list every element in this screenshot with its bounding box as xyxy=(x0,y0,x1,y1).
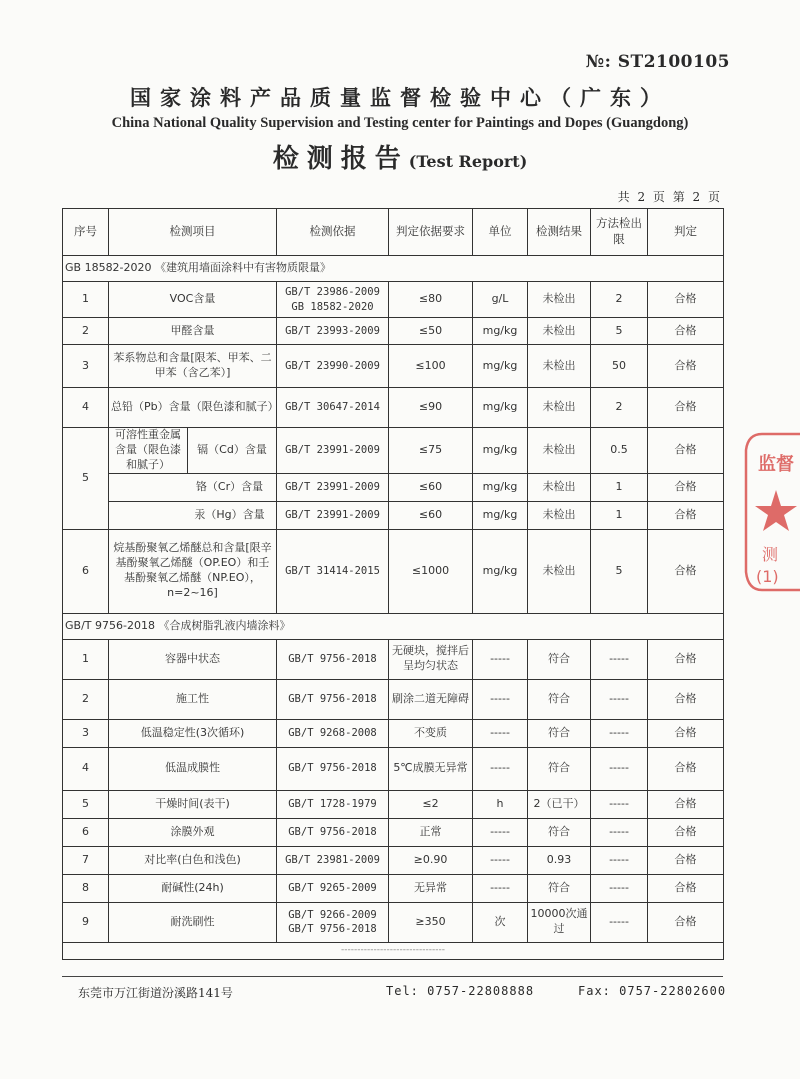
seal-star-icon xyxy=(755,490,797,531)
cell-item: 甲醛含量 xyxy=(109,318,277,345)
cell-result: 2（已干） xyxy=(528,790,591,818)
cell-unit: ----- xyxy=(473,719,528,747)
cell-item: 容器中状态 xyxy=(109,639,277,679)
cell-subitem: 铬（Cr）含量 xyxy=(109,473,277,501)
header-result: 检测结果 xyxy=(528,209,591,256)
cell-item: 干燥时间(表干) xyxy=(109,790,277,818)
table-row xyxy=(63,846,724,874)
cell-requirement: 刷涂二道无障碍 xyxy=(389,679,473,719)
table-trailer-row xyxy=(63,942,724,959)
test-results-table xyxy=(62,208,724,960)
cell-result: 未检出 xyxy=(528,428,591,474)
header-requirement: 判定依据要求 xyxy=(389,209,473,256)
cell-no: 7 xyxy=(63,846,109,874)
cell-unit: mg/kg xyxy=(473,388,528,428)
cell-unit: h xyxy=(473,790,528,818)
cell-judgement: 合格 xyxy=(648,318,724,345)
cell-basis: GB/T 9268-2008 xyxy=(277,719,389,747)
cell-requirement: ≤1000 xyxy=(389,529,473,613)
header-judgement: 判定 xyxy=(648,209,724,256)
cell-no: 4 xyxy=(63,388,109,428)
cell-no: 5 xyxy=(63,428,109,530)
cell-result: 未检出 xyxy=(528,282,591,318)
cell-limit: ----- xyxy=(591,639,648,679)
section-title: GB/T 9756-2018 《合成树脂乳液内墙涂料》 xyxy=(63,613,724,639)
table-row xyxy=(63,719,724,747)
cell-item: 对比率(白色和浅色) xyxy=(109,846,277,874)
cell-judgement: 合格 xyxy=(648,818,724,846)
table-row xyxy=(63,473,724,501)
cell-result: 未检出 xyxy=(528,318,591,345)
cell-basis: GB/T 9756-2018 xyxy=(277,818,389,846)
cell-basis: GB/T 23991-2009 xyxy=(277,428,389,474)
cell-basis: GB/T 23993-2009 xyxy=(277,318,389,345)
cell-unit: ----- xyxy=(473,818,528,846)
cell-requirement: ≤80 xyxy=(389,282,473,318)
cell-unit: ----- xyxy=(473,679,528,719)
cell-basis: GB/T 9756-2018 xyxy=(277,679,389,719)
header-unit: 单位 xyxy=(473,209,528,256)
cell-judgement: 合格 xyxy=(648,902,724,942)
cell-limit: 1 xyxy=(591,501,648,529)
cell-no: 1 xyxy=(63,639,109,679)
cell-no: 1 xyxy=(63,282,109,318)
cell-unit: ----- xyxy=(473,639,528,679)
cell-judgement: 合格 xyxy=(648,719,724,747)
table-row xyxy=(63,501,724,529)
cell-judgement: 合格 xyxy=(648,345,724,388)
cell-limit: 2 xyxy=(591,388,648,428)
cell-item: 涂膜外观 xyxy=(109,818,277,846)
cell-limit: 50 xyxy=(591,345,648,388)
table-row xyxy=(63,747,724,790)
cell-requirement: ≥350 xyxy=(389,902,473,942)
cell-no: 6 xyxy=(63,529,109,613)
footer-fax: Fax: 0757-22802600 xyxy=(578,984,727,998)
cell-unit: ----- xyxy=(473,846,528,874)
cell-no: 3 xyxy=(63,719,109,747)
cell-item-group xyxy=(109,428,277,474)
cell-basis: GB/T 23986-2009 GB 18582-2020 xyxy=(277,282,389,318)
footer-divider xyxy=(62,976,723,977)
cell-result: 符合 xyxy=(528,639,591,679)
cell-item: 低温稳定性(3次循环) xyxy=(109,719,277,747)
cell-result: 符合 xyxy=(528,747,591,790)
cell-item: 低温成膜性 xyxy=(109,747,277,790)
cell-judgement: 合格 xyxy=(648,529,724,613)
cell-basis: GB/T 23991-2009 xyxy=(277,473,389,501)
heavy-metals-group-label: 可溶性重金属含量（限色漆和腻子） xyxy=(109,428,188,473)
cell-basis: GB/T 30647-2014 xyxy=(277,388,389,428)
footer-address: 东莞市万江街道汾溪路141号 xyxy=(78,986,233,1000)
cell-result: 未检出 xyxy=(528,529,591,613)
cell-subitem: 镉（Cd）含量 xyxy=(197,442,267,456)
table-row xyxy=(63,679,724,719)
cell-basis: GB/T 1728-1979 xyxy=(277,790,389,818)
cell-no: 9 xyxy=(63,902,109,942)
header-no: 序号 xyxy=(63,209,109,256)
cell-basis: GB/T 9756-2018 xyxy=(277,747,389,790)
header-basis: 检测依据 xyxy=(277,209,389,256)
cell-requirement: 不变质 xyxy=(389,719,473,747)
cell-unit: mg/kg xyxy=(473,501,528,529)
cell-limit: ----- xyxy=(591,818,648,846)
cell-requirement: 正常 xyxy=(389,818,473,846)
cell-judgement: 合格 xyxy=(648,501,724,529)
seal-text-top: 监督 xyxy=(758,454,794,475)
cell-judgement: 合格 xyxy=(648,473,724,501)
cell-basis: GB/T 9756-2018 xyxy=(277,639,389,679)
table-row xyxy=(63,639,724,679)
cell-result: 未检出 xyxy=(528,388,591,428)
cell-unit: ----- xyxy=(473,747,528,790)
cell-requirement: ≤2 xyxy=(389,790,473,818)
report-title-en: (Test Report) xyxy=(408,152,528,171)
cell-limit: ----- xyxy=(591,679,648,719)
cell-item: 苯系物总和含量[限苯、甲苯、二甲苯（含乙苯）] xyxy=(109,345,277,388)
cell-requirement: ≤60 xyxy=(389,473,473,501)
cell-limit: ----- xyxy=(591,790,648,818)
cell-basis: GB/T 23991-2009 xyxy=(277,501,389,529)
table-row xyxy=(63,529,724,613)
cell-basis: GB/T 9265-2009 xyxy=(277,874,389,902)
cell-subitem: 汞（Hg）含量 xyxy=(109,501,277,529)
table-row xyxy=(63,318,724,345)
cell-unit: mg/kg xyxy=(473,428,528,474)
cell-no: 2 xyxy=(63,679,109,719)
report-title xyxy=(0,138,800,175)
table-row xyxy=(63,818,724,846)
cell-no: 6 xyxy=(63,818,109,846)
cell-requirement: ≤50 xyxy=(389,318,473,345)
cell-unit: mg/kg xyxy=(473,529,528,613)
cell-requirement: ≥0.90 xyxy=(389,846,473,874)
table-row xyxy=(63,388,724,428)
cell-requirement: 无硬块，搅拌后呈均匀状态 xyxy=(389,639,473,679)
cell-basis: GB/T 31414-2015 xyxy=(277,529,389,613)
cell-unit: g/L xyxy=(473,282,528,318)
cell-limit: ----- xyxy=(591,902,648,942)
cell-no: 3 xyxy=(63,345,109,388)
cell-requirement: ≤100 xyxy=(389,345,473,388)
cell-unit: mg/kg xyxy=(473,473,528,501)
cell-basis: GB/T 23990-2009 xyxy=(277,345,389,388)
cell-judgement: 合格 xyxy=(648,388,724,428)
cell-unit: ----- xyxy=(473,874,528,902)
cell-limit: ----- xyxy=(591,747,648,790)
cell-result: 10000次通过 xyxy=(528,902,591,942)
cell-limit: 1 xyxy=(591,473,648,501)
cell-unit: 次 xyxy=(473,902,528,942)
cell-item: 耐碱性(24h) xyxy=(109,874,277,902)
cell-item: 烷基酚聚氧乙烯醚总和含量[限辛基酚聚氧乙烯醚（OP.EO）和壬基酚聚氧乙烯醚（NP.EO），n=2~16] xyxy=(109,529,277,613)
cell-limit: ----- xyxy=(591,719,648,747)
official-seal xyxy=(742,432,800,592)
cell-limit: ----- xyxy=(591,846,648,874)
table-row xyxy=(63,428,724,474)
cell-limit: 2 xyxy=(591,282,648,318)
header-item: 检测项目 xyxy=(109,209,277,256)
cell-result: 未检出 xyxy=(528,473,591,501)
seal-text-bottom: 测 xyxy=(762,545,779,564)
table-row xyxy=(63,874,724,902)
page-info: 共 2 页 第 2 页 xyxy=(617,190,722,204)
section-title: GB 18582-2020 《建筑用墙面涂料中有害物质限量》 xyxy=(63,256,724,282)
cell-no: 2 xyxy=(63,318,109,345)
cell-limit: 5 xyxy=(591,529,648,613)
cell-result: 符合 xyxy=(528,719,591,747)
cell-unit: mg/kg xyxy=(473,345,528,388)
footer-telephone: Tel: 0757-22808888 xyxy=(386,984,535,998)
table-row xyxy=(63,282,724,318)
cell-item: 施工性 xyxy=(109,679,277,719)
cell-result: 未检出 xyxy=(528,345,591,388)
cell-judgement: 合格 xyxy=(648,282,724,318)
cell-result: 符合 xyxy=(528,818,591,846)
cell-item: 耐洗刷性 xyxy=(109,902,277,942)
cell-basis: GB/T 9266-2009 GB/T 9756-2018 xyxy=(277,902,389,942)
report-number: №: ST2100105 xyxy=(585,52,730,72)
cell-unit: mg/kg xyxy=(473,318,528,345)
cell-requirement: 5℃成膜无异常 xyxy=(389,747,473,790)
cell-judgement: 合格 xyxy=(648,428,724,474)
institution-title-cn: 国家涂料产品质量监督检验中心（广东） xyxy=(130,85,670,110)
cell-judgement: 合格 xyxy=(648,679,724,719)
cell-no: 4 xyxy=(63,747,109,790)
table-trailer: -------------------------------- xyxy=(63,942,724,959)
cell-limit: 5 xyxy=(591,318,648,345)
cell-limit: ----- xyxy=(591,874,648,902)
cell-judgement: 合格 xyxy=(648,846,724,874)
cell-no: 8 xyxy=(63,874,109,902)
cell-judgement: 合格 xyxy=(648,747,724,790)
table-row xyxy=(63,902,724,942)
cell-basis: GB/T 23981-2009 xyxy=(277,846,389,874)
cell-result: 0.93 xyxy=(528,846,591,874)
header-detection-limit: 方法检出限 xyxy=(591,209,648,256)
cell-result: 符合 xyxy=(528,679,591,719)
cell-judgement: 合格 xyxy=(648,874,724,902)
table-row xyxy=(63,345,724,388)
cell-item: VOC含量 xyxy=(109,282,277,318)
cell-requirement: ≤60 xyxy=(389,501,473,529)
report-title-cn: 检测报告 xyxy=(272,144,409,174)
cell-requirement: ≤75 xyxy=(389,428,473,474)
seal-number: (1) xyxy=(756,567,779,586)
cell-judgement: 合格 xyxy=(648,639,724,679)
cell-requirement: ≤90 xyxy=(389,388,473,428)
cell-result: 未检出 xyxy=(528,501,591,529)
table-row xyxy=(63,790,724,818)
cell-result: 符合 xyxy=(528,874,591,902)
cell-judgement: 合格 xyxy=(648,790,724,818)
cell-no: 5 xyxy=(63,790,109,818)
cell-limit: 0.5 xyxy=(591,428,648,474)
cell-requirement: 无异常 xyxy=(389,874,473,902)
institution-title-en: China National Quality Supervision and Testing center for Paintings and Dopes (Guangdong) xyxy=(111,115,689,131)
cell-item: 总铅（Pb）含量（限色漆和腻子） xyxy=(109,388,277,428)
table-header-row xyxy=(63,209,724,256)
